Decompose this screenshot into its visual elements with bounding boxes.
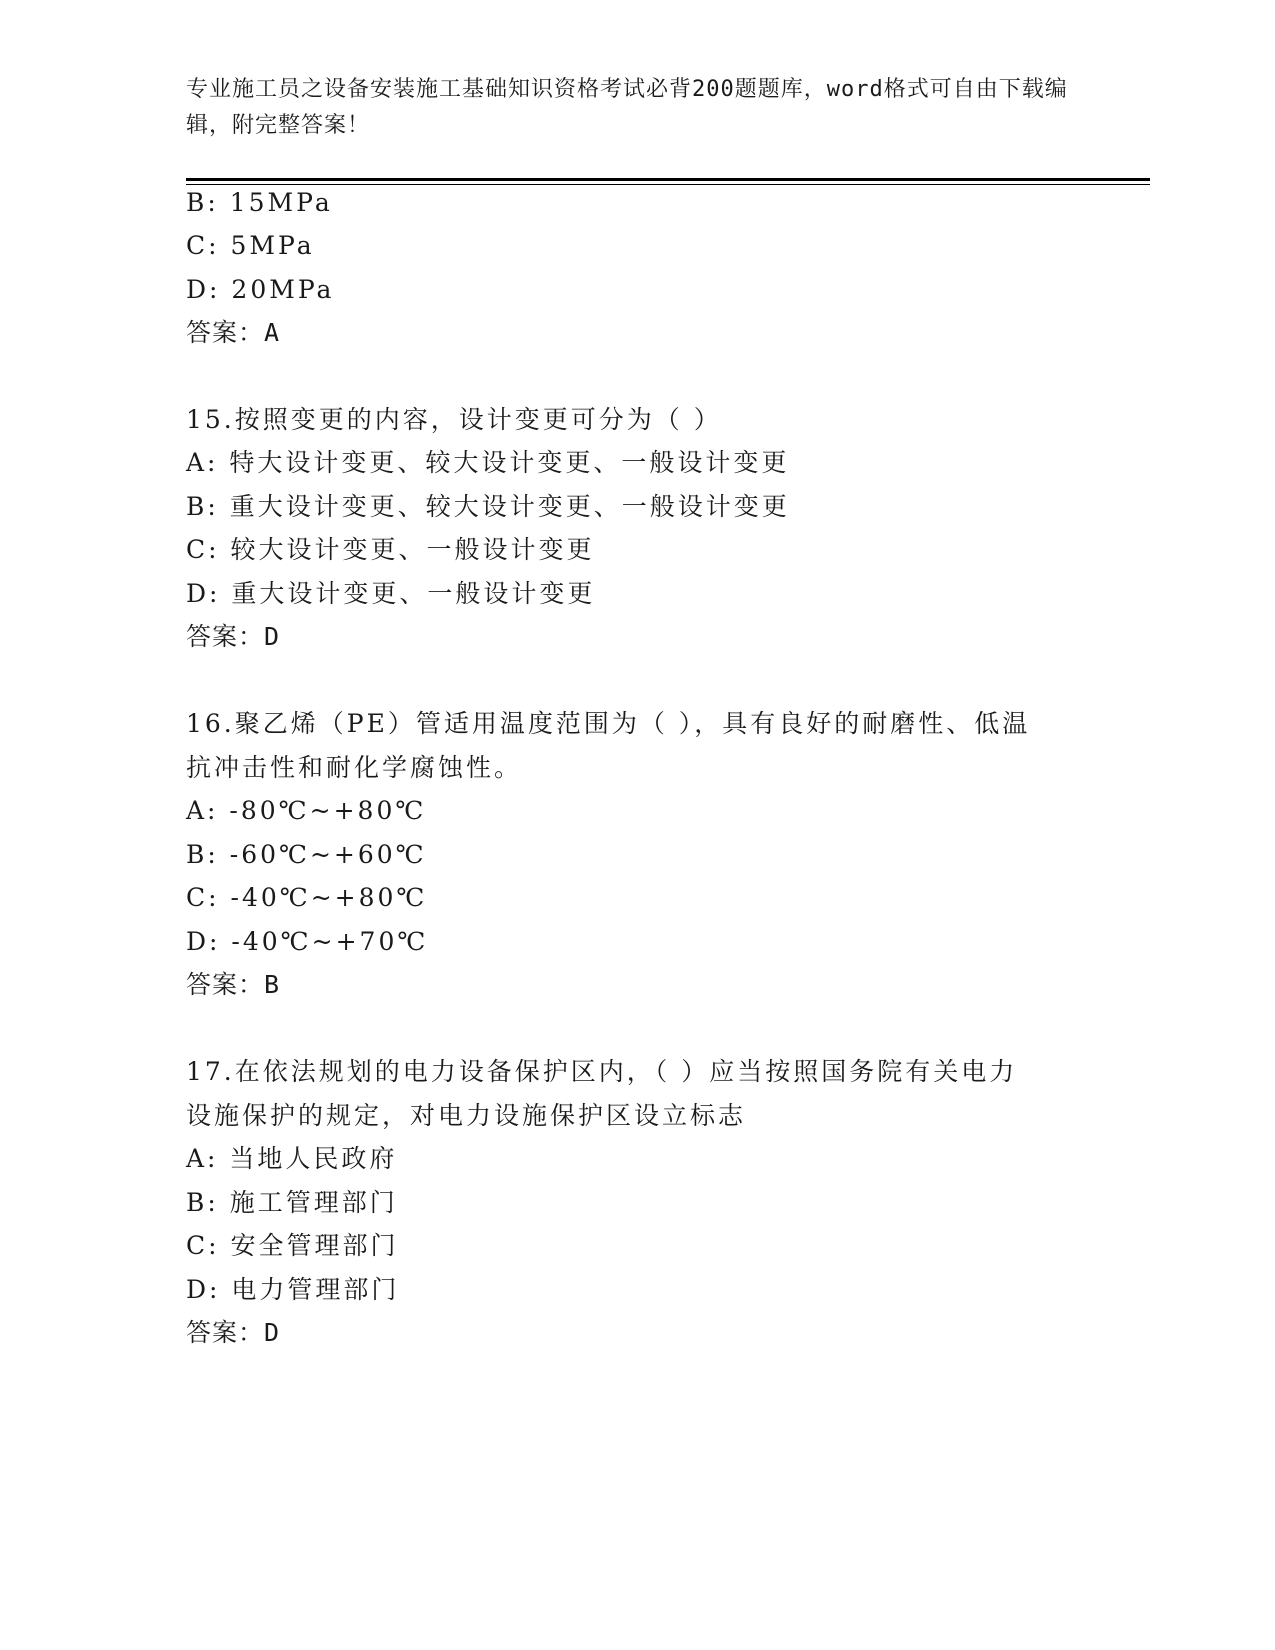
option-line: D: -40℃~+70℃	[186, 927, 429, 956]
option-line: C: 安全管理部门	[186, 1231, 399, 1260]
answer-line: 答案：A	[186, 318, 281, 347]
option-line: C: 较大设计变更、一般设计变更	[186, 535, 595, 564]
answer-line: 答案：B	[186, 970, 281, 999]
option-line: D: 电力管理部门	[186, 1275, 400, 1304]
question-line: 17.在依法规划的电力设备保护区内，（ ）应当按照国务院有关电力	[186, 1057, 1018, 1086]
option-line: C: -40℃~+80℃	[186, 883, 428, 912]
question-line: 设施保护的规定，对电力设施保护区设立标志	[186, 1101, 747, 1130]
option-line: C: 5MPa	[186, 231, 315, 260]
question-line: 15.按照变更的内容，设计变更可分为（ ）	[186, 405, 722, 434]
option-line: A: 当地人民政府	[186, 1144, 398, 1173]
question-line: 16.聚乙烯（PE）管适用温度范围为（ ），具有良好的耐磨性、低温	[186, 709, 1031, 738]
question-line: 抗冲击性和耐化学腐蚀性。	[186, 753, 523, 782]
answer-line: 答案：D	[186, 622, 281, 651]
option-line: B: 重大设计变更、较大设计变更、一般设计变更	[186, 492, 790, 521]
header-rule-thick	[186, 178, 1150, 181]
option-line: B: 15MPa	[186, 188, 333, 217]
option-line: B: -60℃~+60℃	[186, 840, 427, 869]
answer-line: 答案：D	[186, 1318, 281, 1347]
option-line: D: 重大设计变更、一般设计变更	[186, 579, 596, 608]
header-rule-thin	[186, 184, 1150, 185]
option-line: B: 施工管理部门	[186, 1188, 398, 1217]
option-line: A: -80℃~+80℃	[186, 796, 427, 825]
document-header: 专业施工员之设备安装施工基础知识资格考试必背200题题库，word格式可自由下载编辑，附完整答案！	[186, 77, 1068, 138]
option-line: A: 特大设计变更、较大设计变更、一般设计变更	[186, 448, 790, 477]
option-line: D: 20MPa	[186, 275, 335, 304]
